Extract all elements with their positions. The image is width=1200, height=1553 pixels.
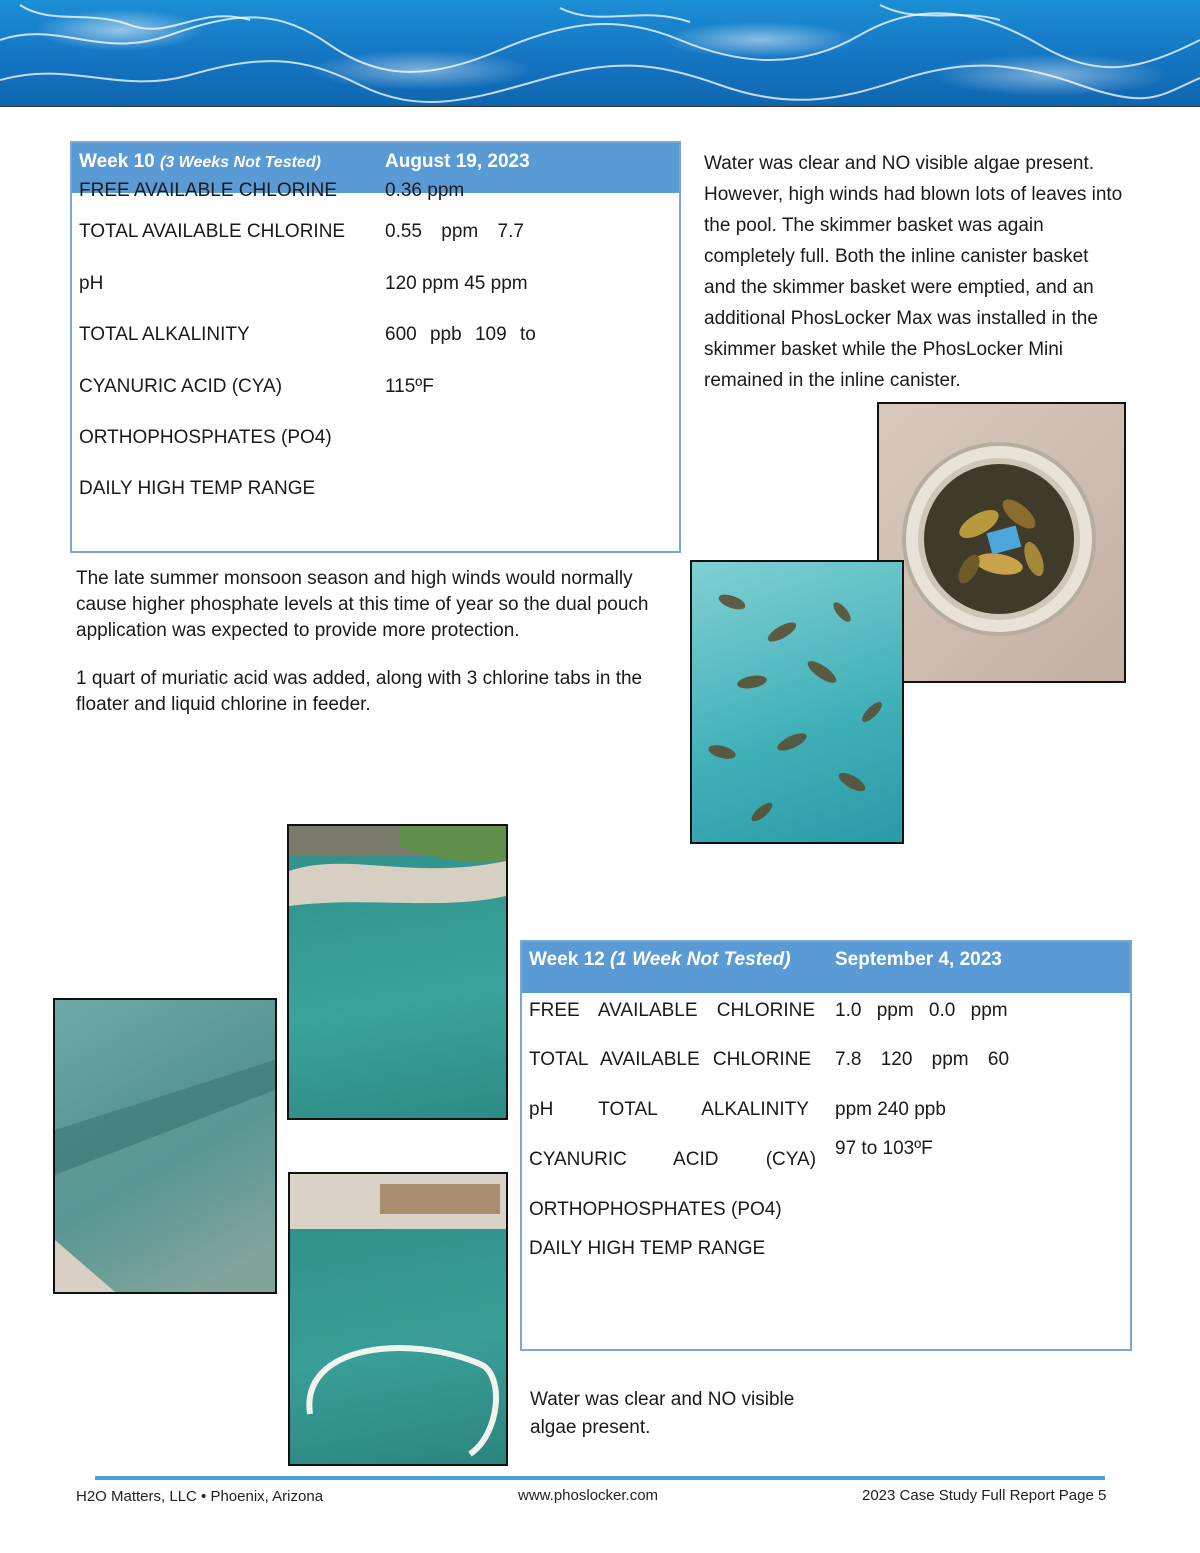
week10-title: Week 10 (3 Weeks Not Tested) bbox=[79, 151, 321, 172]
pool-cleaner-hose-photo bbox=[288, 1172, 508, 1466]
week10-value-4: 600 ppb 109 to bbox=[385, 324, 536, 345]
week12-value-4: 97 to 103ºF bbox=[835, 1138, 933, 1159]
week10-label-ph: pH bbox=[79, 273, 104, 294]
skimmer-basket-illustration bbox=[879, 404, 1124, 681]
week10-label-orthophosphates: ORTHOPHOSPHATES (PO4) bbox=[79, 427, 332, 448]
week10-label-alkalinity: TOTAL ALKALINITY bbox=[79, 324, 250, 345]
week10-label-free-chlorine: FREE AVAILABLE CHLORINE bbox=[79, 180, 337, 201]
week12-label-temp-range: DAILY HIGH TEMP RANGE bbox=[529, 1238, 766, 1259]
treatment-paragraph: 1 quart of muriatic acid was added, along with 3 chlorine tabs in the floater and liquid chlorine in feeder. bbox=[76, 668, 643, 715]
week10-value-3: 120 ppm 45 ppm bbox=[385, 273, 528, 294]
week12-value-1: 1.0 ppm 0.0 ppm bbox=[835, 1000, 1008, 1021]
week12-label-orthophosphates: ORTHOPHOSPHATES (PO4) bbox=[529, 1199, 782, 1220]
week10-value-5: 115ºF bbox=[385, 376, 434, 397]
week12-table-header bbox=[522, 942, 1130, 993]
week10-value-1: 0.36 ppm bbox=[385, 180, 465, 201]
footer-rule bbox=[95, 1476, 1105, 1480]
footer-company: H2O Matters, LLC • Phoenix, Arizona bbox=[76, 1488, 324, 1505]
floating-leaves-illustration bbox=[692, 562, 902, 842]
skimmer-basket-photo bbox=[877, 402, 1126, 683]
week12-label-total-chlorine: TOTAL AVAILABLE CHLORINE bbox=[529, 1049, 812, 1070]
week10-date: August 19, 2023 bbox=[385, 151, 530, 172]
water-ripple-pattern bbox=[0, 0, 1200, 106]
pool-hose-illustration bbox=[290, 1174, 506, 1464]
pool-step-illustration bbox=[55, 1000, 275, 1292]
footer-page-label: 2023 Case Study Full Report Page 5 bbox=[862, 1487, 1107, 1504]
monsoon-paragraph: The late summer monsoon season and high winds would normally cause higher phosphate levels at this time of year so the dual pouch application was expected to provide more protection. bbox=[76, 568, 649, 641]
pool-water-banner bbox=[0, 0, 1200, 107]
pool-deck-illustration bbox=[289, 826, 506, 1118]
week12-observation-text: Water was clear and NO visible algae present. bbox=[530, 1389, 795, 1438]
pool-overview-photo bbox=[287, 824, 508, 1120]
week10-not-tested-note: (3 Weeks Not Tested) bbox=[159, 154, 321, 171]
week10-label-total-chlorine: TOTAL AVAILABLE CHLORINE bbox=[79, 221, 346, 242]
week12-value-2: 7.8 120 ppm 60 bbox=[835, 1049, 1010, 1070]
week12-value-3: ppm 240 ppb bbox=[835, 1099, 946, 1120]
week12-label-ph-alkalinity: pH TOTAL ALKALINITY bbox=[529, 1099, 809, 1120]
week10-label-cya: CYANURIC ACID (CYA) bbox=[79, 376, 283, 397]
week10-label-temp-range: DAILY HIGH TEMP RANGE bbox=[79, 478, 316, 499]
week12-date: September 4, 2023 bbox=[835, 949, 1002, 970]
week12-not-tested-note: (1 Week Not Tested) bbox=[609, 949, 791, 970]
week12-label-cya: CYANURIC ACID (CYA) bbox=[529, 1149, 817, 1170]
week10-observation-text: Water was clear and NO visible algae present. However, high winds had blown lots of leaves into the pool. The skimmer basket was again completely full. Both the inline canister basket and the skimmer basket were emptied, and an additional PhosLocker Max was installed in the skimmer basket while the PhosLocker Mini remained in the inline canister. bbox=[704, 153, 1123, 391]
pool-step-closeup-photo bbox=[53, 998, 277, 1294]
leaves-in-pool-photo bbox=[690, 560, 904, 844]
week12-table bbox=[520, 940, 1132, 1351]
week12-label-free-chlorine: FREE AVAILABLE CHLORINE bbox=[529, 1000, 815, 1021]
footer-website-link[interactable]: www.phoslocker.com bbox=[518, 1487, 659, 1504]
week12-title: Week 12 (1 Week Not Tested) bbox=[529, 949, 791, 970]
week10-table bbox=[70, 141, 681, 553]
week10-value-2: 0.55 ppm 7.7 bbox=[385, 221, 524, 242]
